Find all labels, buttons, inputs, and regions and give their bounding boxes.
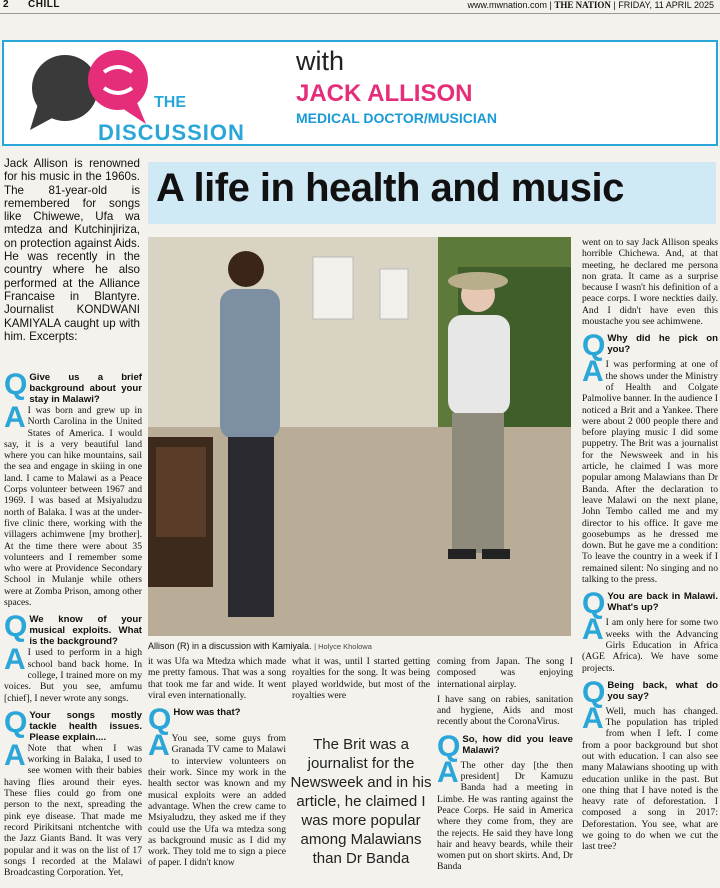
question-text: So, how did you leave Malawi? xyxy=(462,733,573,756)
caption-text: Allison (R) in a discussion with Kamiyala. xyxy=(148,641,312,651)
issue-date: FRIDAY, 11 APRIL 2025 xyxy=(618,0,714,10)
question-text: Why did he pick on you? xyxy=(607,333,718,356)
page-number: 2 xyxy=(3,0,9,10)
question-text: We know of your musical exploits. What is the background? xyxy=(29,614,142,648)
a-letter: A xyxy=(582,355,604,389)
body-text: went on to say Jack Allison speaks horrible Chichewa. And, at that meeting, he declared me persona non grata. It came as a surprise because I wasn't his definition of a peace corps. I wore neckties daily. And I didn't have even this moustache you see achimwene. xyxy=(582,237,718,328)
a-letter: A xyxy=(437,755,459,789)
column-4 xyxy=(437,656,573,877)
qa-block xyxy=(582,329,718,586)
a-letter: A xyxy=(148,729,170,763)
question-text: Being back, what do you say? xyxy=(607,679,718,702)
qa-block xyxy=(4,610,142,704)
a-letter: A xyxy=(582,613,604,647)
body-text: what it was, until I started getting royalties for the song. It was being played worldwide, but most of the royalties were xyxy=(292,656,430,701)
a-letter: A xyxy=(582,701,604,735)
answer-text: I used to perform in a high school band back home. In college, I trained more on my voices. But you see, amfumu [chief], I never wrote any songs. xyxy=(4,647,142,704)
column-5 xyxy=(582,237,718,857)
body-text: coming from Japan. The song I composed was enjoying international airplay. xyxy=(437,656,573,690)
q-letter: Q xyxy=(148,703,172,737)
qa-block xyxy=(437,729,573,873)
article-intro: Jack Allison is renowned for his music in the 1960s. The 81-year-old is remembered for songs like Chiwewe, Ufa wa mtedza and Kutchinjiriza, on protection against Aids. He was recently in the country where he also performed at the Alliance Francaise in Blantyre. Journalist KONDWANI KAMIYALA caught up with him. Excerpts: xyxy=(4,157,140,343)
answer-text: Well, much has changed. The population has tripled from when I left. I come from a poor background but shot out with education. I can also see many Malawians shooting up with education unlike in the past. But one thing that I have noted is the heavy rate of deforestation. I composed a song in 2017: Deforestation. You see, what are we going to do when we cut the last tree? xyxy=(582,705,718,853)
a-letter: A xyxy=(4,401,26,434)
answer-text: I am only here for some two weeks with the Advancing Girls Education in Africa (AGE Africa). We have some projects. xyxy=(582,617,718,674)
logo-the: THE xyxy=(154,94,186,111)
q-letter: Q xyxy=(582,329,606,363)
question-text: You are back in Malawi. What's up? xyxy=(607,591,718,614)
answer-text: I was performing at one of the shows under the Ministry of Health and Colgate Palmolive banner. In the audience I noticed a Brit and a Yankee. There were about 2 000 people there and before playing music I did some puppetry. The Brit was a journalist for the Newsweek and in his article, he claimed I was more popular among Malawians than Dr Banda. After the declaration to leave Malawi on the next plane, John Tembo called me and my director to his office. It gave me goosebumps as he dressed me down. But he gave me a condition: To leave the country in a week if I remained silent: No singing and no talking to the press. xyxy=(582,359,718,586)
qa-block xyxy=(148,703,286,869)
interviewee-role: MEDICAL DOCTOR/MUSICIAN xyxy=(296,110,497,126)
qa-block xyxy=(582,587,718,674)
q-letter: Q xyxy=(4,368,28,401)
paper-name: THE NATION xyxy=(554,0,611,10)
body-text: I have sang on rabies, sanitation and hygiene, Aids and most recently about the CoronaVirus. xyxy=(437,693,573,728)
answer-text: Note that when I was working in Balaka, I used to see women with their babies having flies around their eyes. These flies could go from one person to the next, spreading the pink eye disease. That made me record Pirikitsani ntchentche with the Jazz Giants Band. It was very popular and it was on the list of 17 songs I recorded at the Malawi Broadcasting Corporation. Yet, xyxy=(4,742,142,879)
column-1 xyxy=(4,368,142,882)
photo-credit: | Holyce Kholowa xyxy=(314,642,372,651)
masthead-info: www.mwnation.com | THE NATION | FRIDAY, 11 APRIL 2025 xyxy=(467,0,714,10)
answer-text: You see, some guys from Granada TV came to Malawi to interview volunteers on their work. Since my work in the health sector was known and my musical exploits were an added advantage. When the crew came to Msiyaludzu, they asked me if they could use the Ufa wa mtedza song as background music as I did my work. They told me to sign a piece of paper. I didn't know xyxy=(148,733,286,869)
answer-text: The other day [the then president] Dr Kamuzu Banda had a meeting in Limbe. He was ranting against the Peace Corps. He said in America where they come from, they are the rejects. He said they have long hair and heavy beards, while their women put on short skirts. And, Dr Banda xyxy=(437,759,573,873)
photo-caption xyxy=(148,641,571,651)
question-text: How was that? xyxy=(173,707,241,719)
logo-discussion: DISCUSSION xyxy=(98,120,245,145)
body-text: it was Ufa wa Mtedza which made me pretty famous. That was a song that took me far and wide. It went viral even internationally. xyxy=(148,656,286,701)
answer-text: I was born and grew up in North Carolina in the United States of America. I would say, it is a very beautiful land where you can hike mountains, sail the sea and engage in skiing in one land. I came to Malawi as a Peace Corps volunteer between 1967 and 1969. I was based at Msiyaludzu north of Balaka. I was at the under-five clinic there, working with the villagers achimwene [my brother]. At the time there were about 35 volunteers and I remember some who were at Providence Secondary School in Mulanje while others were at Zomba Prison, among other spaces. xyxy=(4,405,142,609)
banner-with: with xyxy=(296,46,345,76)
q-letter: Q xyxy=(4,705,28,739)
interviewee-name: JACK ALLISON xyxy=(296,80,473,107)
qa-block xyxy=(4,368,142,609)
article-photo xyxy=(148,237,571,636)
question-text: Give us a brief background about your stay in Malawi? xyxy=(29,372,142,405)
qa-block xyxy=(582,675,718,853)
column-2 xyxy=(148,656,286,873)
q-letter: Q xyxy=(4,610,28,644)
headline-box xyxy=(148,162,716,224)
q-letter: Q xyxy=(582,587,606,621)
article-headline: A life in health and music xyxy=(156,166,624,210)
question-text: Your songs mostly tackle health issues. Please explain.... xyxy=(29,709,142,743)
the-discussion-banner xyxy=(2,40,718,146)
pull-quote: The Brit was a journalist for the Newsweek and in his article, he claimed I was more popular among Malawians than Dr Banda xyxy=(290,736,432,867)
qa-block xyxy=(4,705,142,879)
site-url: www.mwnation.com xyxy=(467,0,547,10)
column-3 xyxy=(292,656,430,705)
photo-illustration xyxy=(148,237,571,636)
q-letter: Q xyxy=(437,729,461,763)
section-label: CHILL xyxy=(28,0,60,10)
q-letter: Q xyxy=(582,675,606,709)
a-letter: A xyxy=(4,643,26,677)
a-letter: A xyxy=(4,738,26,772)
page-header-bar xyxy=(0,0,720,14)
